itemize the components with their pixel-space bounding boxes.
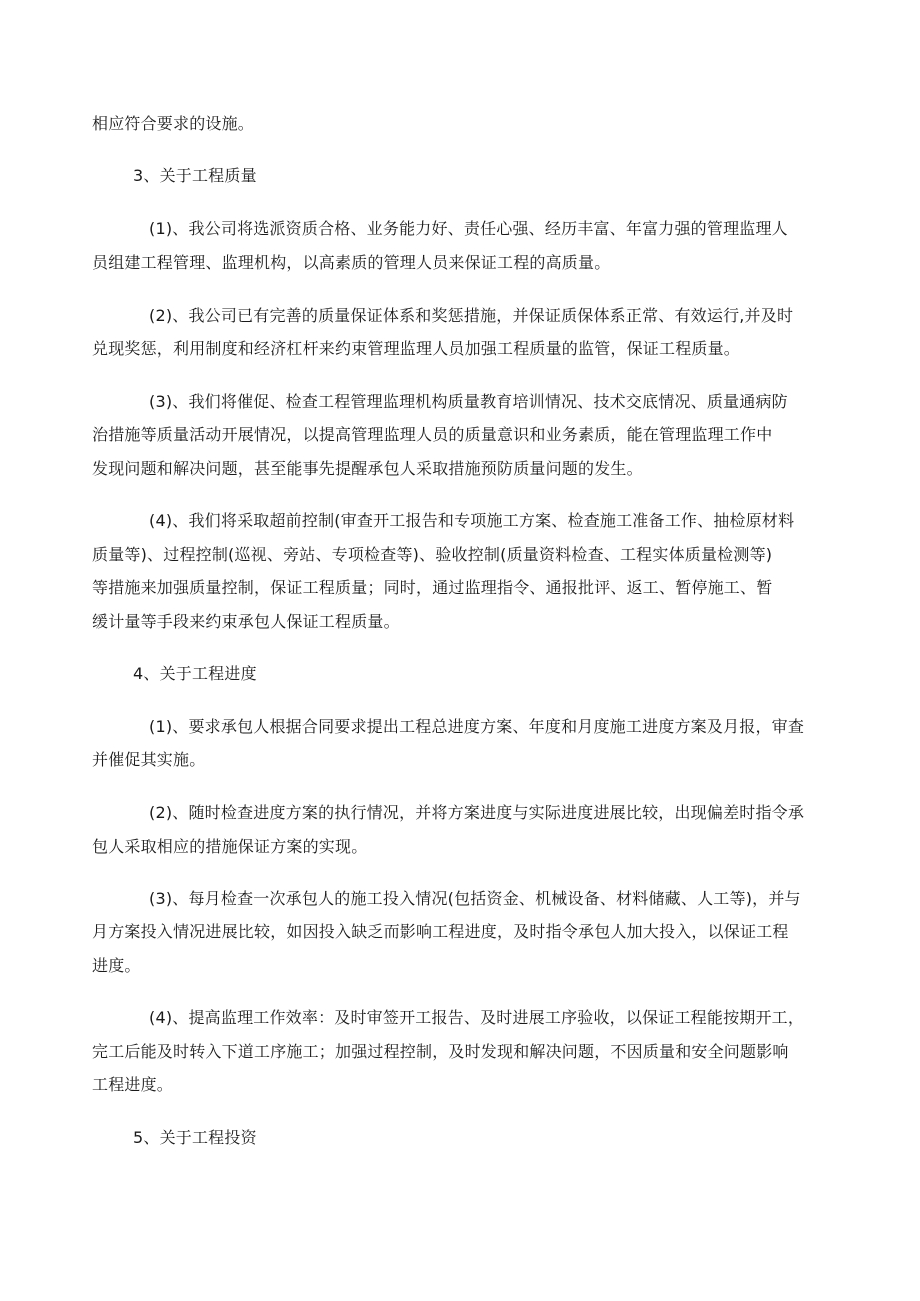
section-3-heading: 3、关于工程质量 [133, 166, 257, 185]
section-4-item-4-line-1: (4)、提高监理工作效率：及时审签开工报告、及时进展工序验收，以保证工程能按期开工， [149, 1008, 805, 1027]
section-4-heading: 4、关于工程进度 [133, 664, 257, 683]
section-3-item-3-line-2: 治措施等质量活动开展情况，以提高管理监理人员的质量意识和业务素质，能在管理监理工作中 [92, 425, 773, 444]
section-4-item-3-line-3: 进度。 [92, 956, 141, 975]
section-3-item-3-line-1: (3)、我们将催促、检查工程管理监理机构质量教育培训情况、技术交底情况、质量通病防 [149, 392, 788, 411]
section-4-item-4-line-3: 工程进度。 [92, 1075, 174, 1094]
section-3-item-4-line-3: 等措施来加强质量控制，保证工程质量；同时，通过监理指令、通报批评、返工、暂停施工、暂 [92, 578, 773, 597]
section-4-item-3-line-2: 月方案投入情况进展比较，如因投入缺乏而影响工程进度，及时指令承包人加大投入，以保证工程 [92, 922, 789, 941]
section-4-item-1-line-2: 并催促其实施。 [92, 750, 206, 769]
section-3-item-3-line-3: 发现问题和解决问题，甚至能事先提醒承包人采取措施预防质量问题的发生。 [92, 459, 643, 478]
section-4-item-4-line-2: 完工后能及时转入下道工序施工；加强过程控制，及时发现和解决问题，不因质量和安全问题影响 [92, 1042, 789, 1061]
section-4-item-2-line-2: 包人采取相应的措施保证方案的实现。 [92, 837, 368, 856]
section-3-item-1-line-2: 员组建工程管理、监理机构，以高素质的管理人员来保证工程的高质量。 [92, 253, 611, 272]
section-3-item-4-line-2: 质量等)、过程控制(巡视、旁站、专项检查等)、验收控制(质量资料检查、工程实体质量检测等) [92, 545, 773, 564]
section-3-item-1-line-1: (1)、我公司将选派资质合格、业务能力好、责任心强、经历丰富、年富力强的管理监理人 [149, 219, 788, 238]
section-4-item-2-line-1: (2)、随时检查进度方案的执行情况，并将方案进度与实际进度进展比较，出现偏差时指令承 [149, 803, 805, 822]
section-4-item-1-line-1: (1)、要求承包人根据合同要求提出工程总进度方案、年度和月度施工进度方案及月报，审查 [149, 717, 805, 736]
section-5-heading: 5、关于工程投资 [133, 1128, 257, 1147]
section-3-item-2-line-1: (2)、我公司已有完善的质量保证体系和奖惩措施，并保证质保体系正常、有效运行,并及时 [149, 306, 794, 325]
section-3-item-2-line-2: 兑现奖惩，利用制度和经济杠杆来约束管理监理人员加强工程质量的监管，保证工程质量。 [92, 339, 741, 358]
continuation-text: 相应符合要求的设施。 [92, 114, 255, 133]
section-3-item-4-line-4: 缓计量等手段来约束承包人保证工程质量。 [92, 612, 400, 631]
section-4-item-3-line-1: (3)、每月检查一次承包人的施工投入情况(包括资金、机械设备、材料储藏、人工等)，并与 [149, 889, 801, 908]
section-3-item-4-line-1: (4)、我们将采取超前控制(审查开工报告和专项施工方案、检查施工准备工作、抽检原材料 [149, 511, 795, 530]
